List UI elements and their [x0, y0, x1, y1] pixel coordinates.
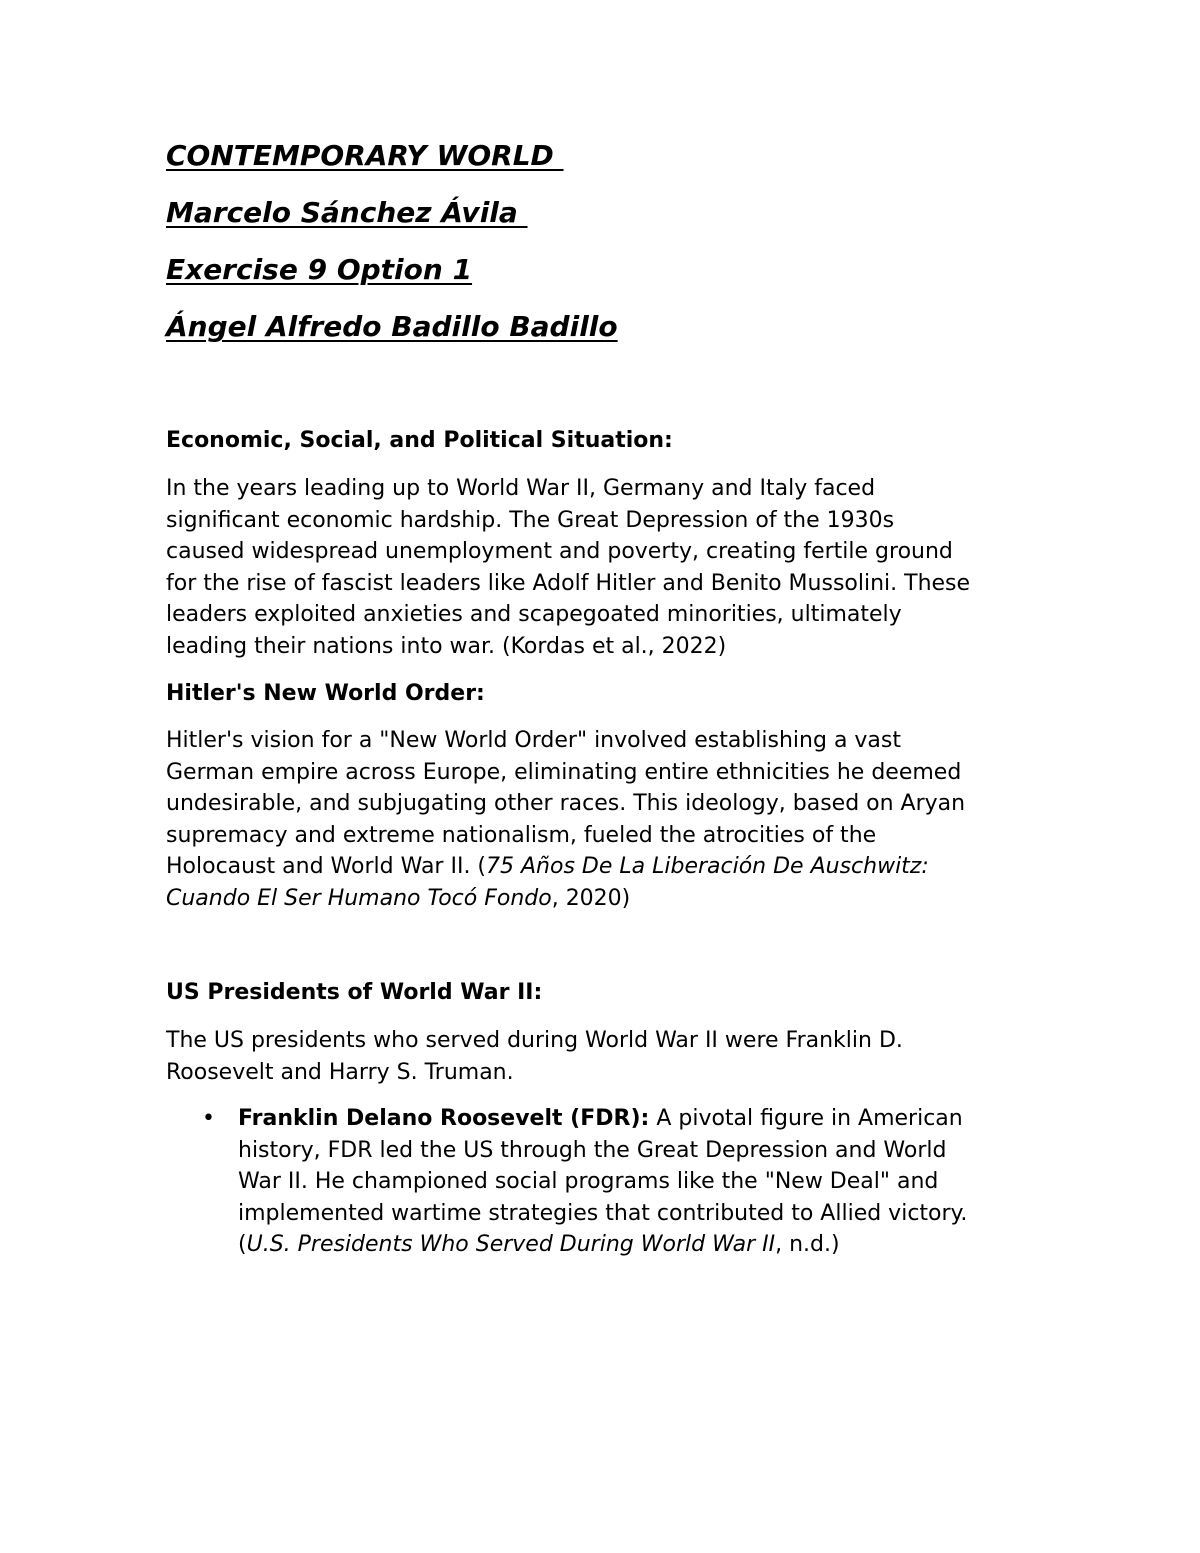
- paragraph-new-world-order: [166, 725, 1046, 914]
- paragraph-line: Roosevelt and Harry S. Truman.: [166, 1059, 514, 1085]
- teacher-name: Ángel Alfredo Badillo Badillo: [166, 310, 618, 343]
- paragraph-line: Hitler's vision for a "New World Order" involved establishing a vast: [166, 728, 902, 753]
- bullet-name: Franklin Delano Roosevelt (FDR):: [238, 1106, 650, 1131]
- paragraph-line: leading their nations into war. (Kordas et al., 2022): [166, 633, 727, 659]
- citation-year: , n.d.): [775, 1232, 840, 1257]
- student-name: Marcelo Sánchez Ávila: [166, 196, 528, 229]
- citation-title: Cuando El Ser Humano Tocó Fondo: [166, 885, 552, 911]
- paragraph-line: significant economic hardship. The Great Depression of the 1930s: [166, 507, 895, 533]
- paragraph-line: caused widespread unemployment and poverty, creating fertile ground: [166, 539, 953, 564]
- paragraph-line: The US presidents who served during World War II were Franklin D.: [166, 1028, 903, 1053]
- paragraph-situation: [166, 473, 1046, 662]
- paragraph-line: In the years leading up to World War II, Germany and Italy faced: [166, 476, 876, 501]
- exercise-title: Exercise 9 Option 1: [166, 253, 473, 286]
- section-heading-new-world-order: Hitler's New World Order:: [166, 681, 485, 706]
- section-heading-presidents: US Presidents of World War II:: [166, 980, 543, 1005]
- paragraph-line: supremacy and extreme nationalism, fueled the atrocities of the: [166, 822, 877, 848]
- paragraph-line: [166, 851, 1046, 883]
- citation-year: , 2020): [551, 885, 631, 911]
- bullet-text: [238, 1103, 1058, 1261]
- bullet-icon: •: [202, 1106, 215, 1131]
- bullet-line: implemented wartime strategies that contributed to Allied victory.: [238, 1200, 968, 1226]
- paragraph-line: for the rise of fascist leaders like Adolf Hitler and Benito Mussolini. These: [166, 570, 971, 596]
- citation-title: U.S. Presidents Who Served During World War II: [246, 1232, 776, 1257]
- bullet-line: history, FDR led the US through the Great Depression and World: [238, 1137, 947, 1163]
- line-text: A pivotal figure in American: [649, 1106, 963, 1131]
- bullet-line: [238, 1103, 1058, 1135]
- section-heading-situation: Economic, Social, and Political Situation:: [166, 428, 673, 453]
- line-text: (: [238, 1232, 247, 1257]
- bullet-line: [238, 1229, 1058, 1261]
- paragraph-line: leaders exploited anxieties and scapegoated minorities, ultimately: [166, 602, 902, 627]
- bullet-line: War II. He championed social programs like the "New Deal" and: [238, 1169, 939, 1194]
- paragraph-line: [166, 883, 1046, 915]
- line-text: Holocaust and World War II. (: [166, 854, 487, 879]
- paragraph-line: German empire across Europe, eliminating entire ethnicities he deemed: [166, 759, 962, 785]
- citation-title: 75 Años De La Liberación De Auschwitz:: [486, 854, 929, 879]
- course-title: CONTEMPORARY WORLD: [166, 139, 564, 172]
- paragraph-line: undesirable, and subjugating other races. This ideology, based on Aryan: [166, 791, 966, 816]
- paragraph-presidents: [166, 1025, 1046, 1088]
